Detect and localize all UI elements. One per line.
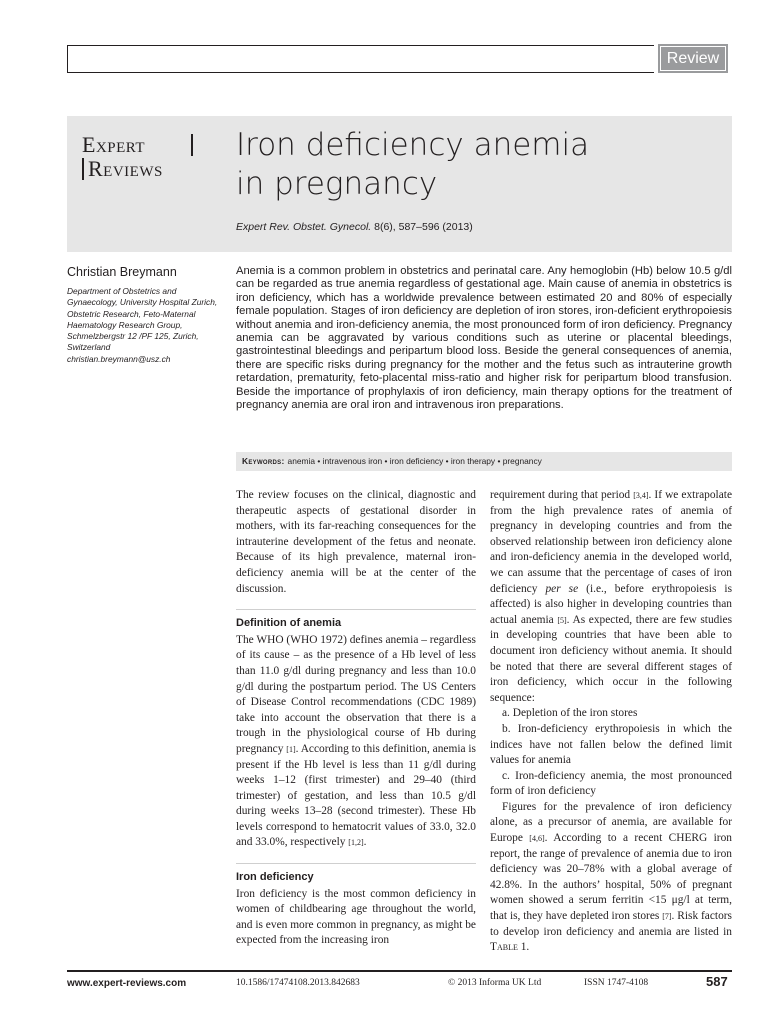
review-tab-inner-border bbox=[660, 46, 726, 71]
definition-text: The WHO (WHO 1972) defines anemia – regardless of its cause – as the presence of a Hb level of less than 11.0 g/dl during pregnancy and less than 10.0 g/dl during the postpartum period. The US Centers of Disease Control recommendations (CDC 1989) take into account the observation that there is a trough in the physiological course of Hb during pregnancy bbox=[236, 633, 476, 755]
logo-line-2: Reviews bbox=[88, 156, 163, 181]
stage-list-item-b: b. Iron-deficiency erythropoiesis in which the indices have not fallen below the defined limit values for anemia bbox=[490, 722, 732, 767]
review-section-tab bbox=[654, 40, 732, 77]
title-line-1: Iron deficiency anemia bbox=[236, 127, 590, 163]
footer-copyright: © 2013 Informa UK Ltd bbox=[448, 978, 542, 988]
author-affiliation bbox=[67, 286, 232, 365]
figures-paragraph bbox=[490, 800, 732, 956]
affiliation-line: Haematology Research Group, bbox=[67, 319, 183, 330]
keywords-label: Keywords: bbox=[242, 456, 285, 466]
intro-paragraph: The review focuses on the clinical, diagnostic and therapeutic aspects of gestational disorder in mothers, with its far-reaching consequences for the intrauterine development of the fetus and neonate. Because of its high prevalence, maternal iron-deficiency anemia will be at the center of the discussion. bbox=[236, 489, 476, 595]
heading-definition-of-anemia: Definition of anemia bbox=[236, 609, 476, 632]
keywords-bar bbox=[236, 452, 732, 471]
body-column-left bbox=[236, 488, 476, 949]
paragraph-text: requirement during that period bbox=[490, 489, 634, 501]
logo-bar-left bbox=[82, 158, 84, 180]
footer-rule bbox=[67, 970, 732, 972]
affiliation-line: Gynaecology, University Hospital Zurich, bbox=[67, 297, 218, 308]
stage-list-item-a: a. Depletion of the iron stores bbox=[502, 707, 638, 720]
footer-website-link[interactable]: www.expert-reviews.com bbox=[67, 978, 187, 989]
citation-volume: 8(6), 587–596 (2013) bbox=[371, 221, 473, 233]
definition-text: . bbox=[363, 836, 367, 849]
definition-paragraph bbox=[236, 633, 476, 851]
prevalence-paragraph bbox=[490, 488, 732, 706]
heading-iron-deficiency: Iron deficiency bbox=[236, 863, 476, 886]
paragraph-text: . As expected, there are few studies in developing countries that have been able to document iron deficiency without anemia. It should be noted that there are several different stages of iron deficiency, which occur in the following sequence: bbox=[490, 613, 733, 704]
paragraph-text: . According to a recent CHERG iron report, the range of prevalence of anemia due to iron deficiency was 20–78% with a global average of 42.8%. In the authors’ hospital, 50% of pregnant women showed a serum ferritin <15 μg/l at term, that is, they have depleted iron stores bbox=[490, 832, 732, 923]
author-name: Christian Breymann bbox=[67, 265, 177, 279]
reference-link[interactable]: [1] bbox=[286, 744, 296, 754]
reference-link[interactable]: [5] bbox=[557, 615, 567, 625]
footer-issn: ISSN 1747-4108 bbox=[584, 978, 649, 988]
paragraph-text: . bbox=[526, 941, 530, 954]
definition-text: . According to this definition, anemia is present if the Hb level is less than 11 g/dl during weeks 1–12 (first trimester) and 29–40 (third trimester) of gestation, and less than 10.5 g/dl during weeks 13–28 (second trimester). These Hb levels correspond to hematocrit values of 33.0, 32.0 and 33.0%, respectively bbox=[236, 742, 476, 849]
italic-term: per se bbox=[545, 582, 579, 595]
reference-link[interactable]: [4,6] bbox=[529, 834, 545, 844]
stage-list-item-c: c. Iron-deficiency anemia, the most pronounced form of iron deficiency bbox=[490, 769, 732, 798]
footer-doi: 10.1586/17474108.2013.842683 bbox=[236, 978, 360, 988]
reference-link[interactable]: [7] bbox=[662, 912, 672, 922]
citation bbox=[236, 221, 473, 233]
expert-reviews-logo bbox=[80, 132, 198, 186]
affiliation-line: Department of Obstetrics and bbox=[67, 286, 177, 296]
affiliation-line: Schmelzbergstr 12 /PF 125, Zurich, bbox=[67, 331, 199, 342]
logo-line-1: Expert bbox=[82, 132, 146, 157]
body-column-right bbox=[490, 488, 732, 956]
affiliation-line: Switzerland bbox=[67, 342, 111, 353]
header-rule-box bbox=[67, 45, 732, 73]
title-line-2: in pregnancy bbox=[236, 166, 438, 202]
article-title bbox=[236, 126, 716, 204]
reference-link[interactable]: [3,4] bbox=[633, 491, 649, 500]
citation-journal: Expert Rev. Obstet. Gynecol. bbox=[236, 221, 372, 233]
keywords-list: anemia • intravenous iron • iron deficiency • iron therapy • pregnancy bbox=[287, 456, 542, 466]
paragraph-text: . If we extrapolate from the high prevalence rates of anemia of pregnancy in developing countries and from the observed relationship between iron deficiency alone and iron-deficiency anemia in the developed world, we can assume that the percentage of cases of iron deficiency bbox=[490, 489, 732, 595]
abstract: Anemia is a common problem in obstetrics and perinatal care. Any hemoglobin (Hb) below 10.5 g/dl can be regarded as true anemia regardless of gestational age. Main cause of anemia in obstetrics is iron deficiency, which has a worldwide prevalence between estimated 20 and 80% of especially female population. Stages of iron deficiency are depletion of iron stores, iron-deficient erythropoiesis without anemia and iron-deficiency anemia, the most pronounced form of iron deficiency. Pregnancy anemia can be aggravated by various conditions such as uterine or placental bleedings, gastrointestinal bleedings and peripartum blood loss. Beside the general consequences of anemia, there are specific risks during pregnancy for the mother and the fetus such as intrauterine growth retardation, prematurity, feto-placental miss-ratio and higher risk for peripartum blood transfusion. Beside the importance of prophylaxis of iron deficiency, main therapy options for the treatment of pregnancy anemia are oral iron and intravenous iron preparations. bbox=[236, 265, 732, 412]
author-email[interactable]: christian.breymann@usz.ch bbox=[67, 353, 171, 364]
affiliation-line: Obstetric Research, Feto-Maternal bbox=[67, 308, 196, 319]
review-tab-label: Review bbox=[666, 50, 720, 67]
table-link[interactable]: Table 1 bbox=[490, 941, 527, 954]
paragraph-text: (i.e., before erythropoiesis is affected) is also higher in developing countries than actual anemia bbox=[490, 582, 733, 626]
paragraph-text: Figures for the prevalence of iron deficiency alone, as a precursor of anemia, are available for Europe bbox=[490, 800, 732, 845]
paragraph-text: . Risk factors to develop iron deficiency and anemia are listed in bbox=[490, 910, 732, 938]
page-number: 587 bbox=[706, 974, 728, 989]
logo-bar-right bbox=[191, 134, 193, 156]
iron-deficiency-paragraph: Iron deficiency is the most common deficiency in women of childbearing age throughout the world, and is even more common in pregnancy, as might be expected from the increasing iron bbox=[236, 887, 476, 947]
reference-link[interactable]: [1,2] bbox=[348, 838, 364, 848]
